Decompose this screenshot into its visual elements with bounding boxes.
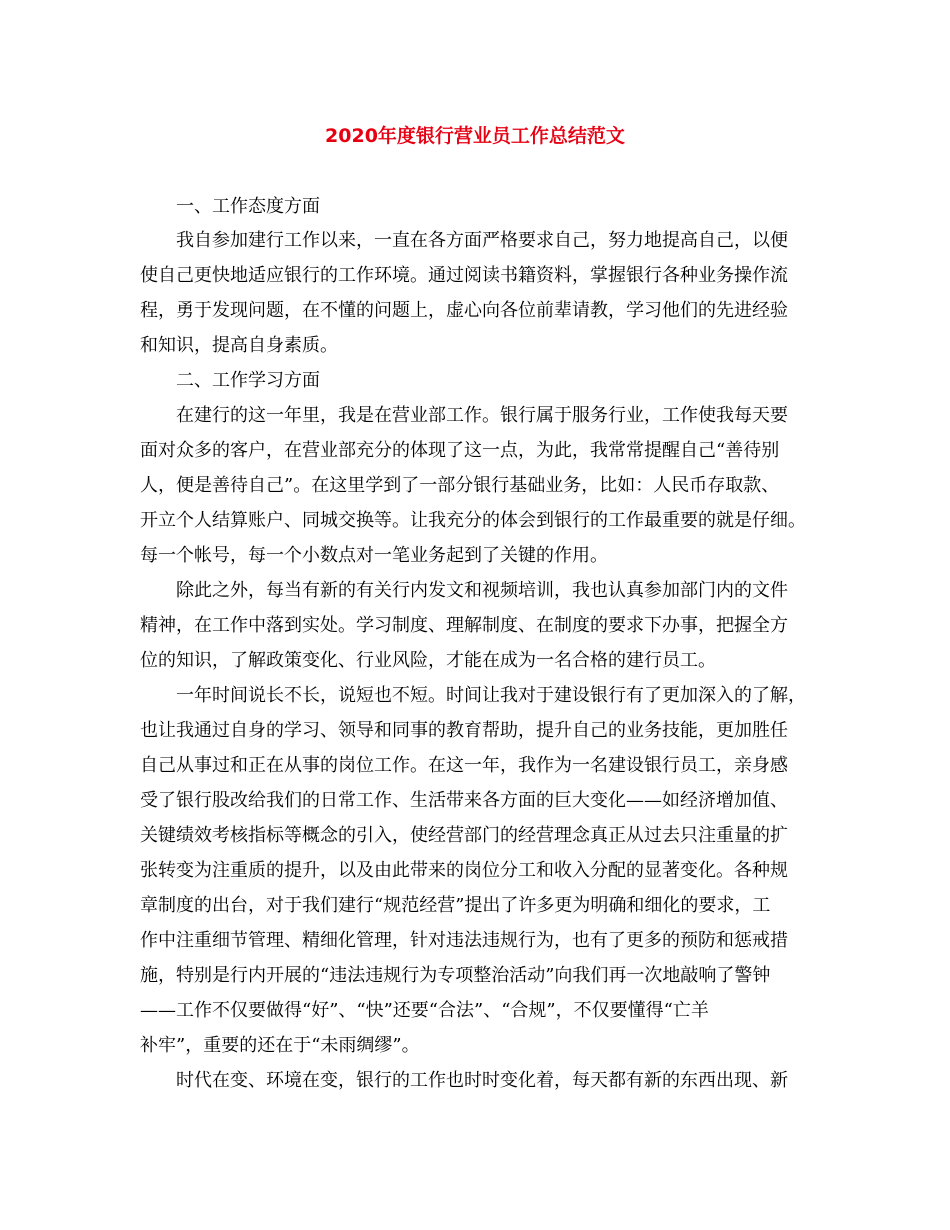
- paragraph-line: 时代在变、环境在变，银行的工作也时时变化着，每天都有新的东西出现、新: [176, 1070, 788, 1091]
- section-heading: 一、工作态度方面: [176, 196, 320, 217]
- paragraph-line: 一年时间说长不长，说短也不短。时间让我对于建设银行有了更加深入的了解，: [176, 685, 806, 706]
- paragraph-line: 关键绩效考核指标等概念的引入，使经营部门的经营理念真正从过去只注重量的扩: [140, 825, 788, 846]
- paragraph-line: 补牢”，重要的还在于“未雨绸缪”。: [140, 1035, 420, 1056]
- paragraph-line: 面对众多的客户，在营业部充分的体现了这一点，为此，我常常提醒自己“善待别: [140, 440, 780, 461]
- paragraph-line: 使自己更快地适应银行的工作环境。通过阅读书籍资料，掌握银行各种业务操作流: [140, 265, 788, 286]
- paragraph-line: 在建行的这一年里，我是在营业部工作。银行属于服务行业，工作使我每天要: [176, 405, 788, 426]
- paragraph-line: 受了银行股改给我们的日常工作、生活带来各方面的巨大变化——如经济增加值、: [140, 790, 788, 811]
- paragraph-line: 每一个帐号，每一个小数点对一笔业务起到了关键的作用。: [140, 545, 608, 566]
- section-heading: 二、工作学习方面: [176, 370, 320, 391]
- paragraph-line: 程，勇于发现问题，在不懂的问题上，虚心向各位前辈请教，学习他们的先进经验: [140, 300, 788, 321]
- paragraph-line: 也让我通过自身的学习、领导和同事的教育帮助，提升自己的业务技能，更加胜任: [140, 720, 788, 741]
- paragraph-line: 除此之外，每当有新的有关行内发文和视频培训，我也认真参加部门内的文件: [176, 580, 788, 601]
- document-title: 2020年度银行营业员工作总结范文: [325, 125, 625, 147]
- paragraph-line: 和知识，提高自身素质。: [140, 335, 338, 356]
- paragraph-line: 作中注重细节管理、精细化管理，针对违法违规行为，也有了更多的预防和惩戒措: [140, 930, 788, 951]
- paragraph-line: 章制度的出台，对于我们建行“规范经营”提出了许多更为明确和细化的要求，工: [140, 895, 771, 916]
- paragraph-line: 人，便是善待自己”。在这里学到了一部分银行基础业务，比如：人民币存取款、: [140, 475, 780, 496]
- paragraph-line: 张转变为注重质的提升，以及由此带来的岗位分工和收入分配的显著变化。各种规: [140, 860, 788, 881]
- paragraph-line: 位的知识，了解政策变化、行业风险，才能在成为一名合格的建行员工。: [140, 650, 716, 671]
- paragraph-line: 开立个人结算账户、同城交换等。让我充分的体会到银行的工作最重要的就是仔细。: [140, 510, 806, 531]
- paragraph-line: 我自参加建行工作以来，一直在各方面严格要求自己，努力地提高自己，以便: [176, 230, 788, 251]
- paragraph-line: ——工作不仅要做得“好”、“快”还要“合法”、“合规”，不仅要懂得“亡羊: [140, 1000, 709, 1021]
- paragraph-line: 精神，在工作中落到实处。学习制度、理解制度、在制度的要求下办事，把握全方: [140, 615, 788, 636]
- paragraph-line: 自己从事过和正在从事的岗位工作。在这一年，我作为一名建设银行员工，亲身感: [140, 755, 788, 776]
- paragraph-line: 施，特别是行内开展的“违法违规行为专项整治活动”向我们再一次地敲响了警钟: [140, 965, 771, 986]
